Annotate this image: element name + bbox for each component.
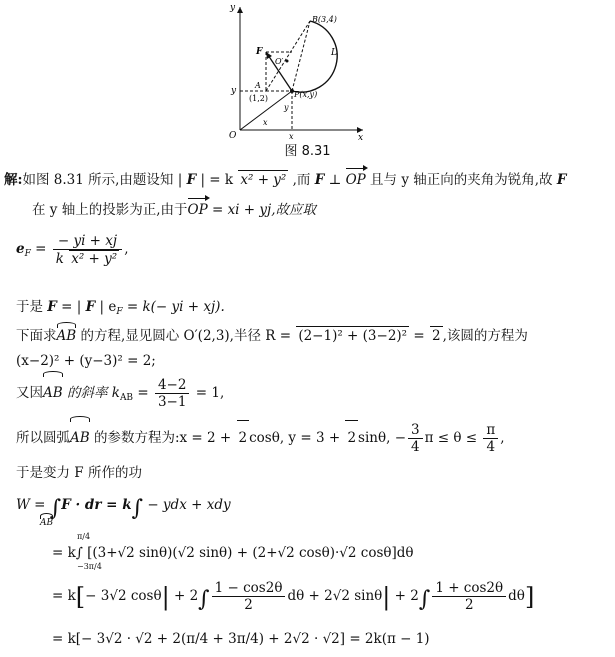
dash-AB (266, 21, 310, 91)
parametric-line: 所以圆弧AB 的参数方程为:x = 2 + 2 cosθ, y = 3 + 2 sinθ, − $\frac{3}{4}$ π ≤ θ ≤ $\frac{\pi}{4}$ , (16, 422, 505, 455)
fig-origin-label: O (229, 131, 237, 140)
fig-x-seg-label: x (263, 118, 268, 127)
fig-point-B-label: B(3,4) (312, 15, 337, 24)
text-line-1: 解:如图 8.31 所示,由题设知 | F | = k x² + y² ,而 F ⊥ OP 且与 y 轴正向的夹角为锐角,故 F (4, 172, 567, 188)
fig-point-A-label: A (255, 81, 261, 90)
row2-lower-limit: −3π/4 (77, 562, 102, 571)
work-integral: W = ∫F · dr = k∫ − ydx + xdy (16, 496, 231, 521)
fig-center-label: O′ (275, 57, 284, 66)
eF-fraction: $\frac{- yi + xj}{\text{k x² + y²}}$ (53, 233, 122, 267)
arc-AB: AB (56, 328, 77, 344)
work-row-2: = k∫ [(3+√2 sinθ)(√2 sinθ) + (2+√2 cosθ)·√2 cosθ]dθ (52, 545, 414, 561)
fig-y-level-label: y (231, 86, 237, 96)
fig-curve-L-label: L (331, 48, 337, 58)
work-row-4: = k[− 3√2 · √2 + 2(π/4 + 3π/4) + 2√2 · √2] = 2k(π − 1) (52, 631, 430, 647)
slope-line: 又因AB 的斜率 $k_{AB}$ = $\frac{4-2}{3-1}$ = 1, (16, 377, 225, 410)
work-integral-subscript: AB (40, 518, 54, 528)
fig-point-A-coord: (1,2) (249, 94, 268, 103)
force-arrowhead (266, 52, 272, 59)
row2-upper-limit: π/4 (77, 532, 91, 541)
circle-equation: (x−2)² + (y−3)² = 2; (16, 353, 156, 369)
text-line-5: 下面求AB 的方程,显见圆心 O′(2,3),半径 R = (2−1)² + (3−2)² = 2 ,该圆的方程为 (16, 328, 528, 344)
fig-y-seg-label: y (284, 103, 289, 112)
fig-x-mark-label: x (289, 132, 294, 140)
work-intro: 于是变力 F 所作的功 (16, 465, 142, 481)
eF-definition: $e_F$ = $\frac{- yi + xj}{\text{k x² + y²}}$ , (16, 232, 129, 267)
figure-8-31 (218, 2, 368, 140)
vector-OP: OP (345, 172, 366, 188)
center-dot (286, 60, 289, 63)
solution-label: 解: (4, 172, 23, 188)
fig-x-axis-label: x (358, 133, 364, 140)
y-axis-arrow (237, 7, 243, 13)
fig-force-F-label: F (256, 47, 263, 57)
text-line-2: 在 y 轴上的投影为正,由于OP = xi + yj,故应取 (32, 202, 316, 218)
sqrt-x2-y2: x² + y² (240, 172, 287, 188)
work-row-3: = k[− 3√2 cosθ| + 2∫ $\frac{1 - \cos 2\theta}{2}$ dθ + 2√2 sinθ| + 2∫ $\frac{1 + \cos 2\theta}{2}$ dθ] (52, 580, 535, 613)
fig-point-P-label: P(x,y) (294, 90, 318, 99)
text-line-4: 于是 F = | F | $e_F = k(-$ yi + xj). (16, 299, 225, 317)
chord-PB (292, 21, 310, 91)
figure-caption: 图 8.31 (284, 144, 331, 159)
fig-y-axis-label: y (230, 3, 236, 13)
